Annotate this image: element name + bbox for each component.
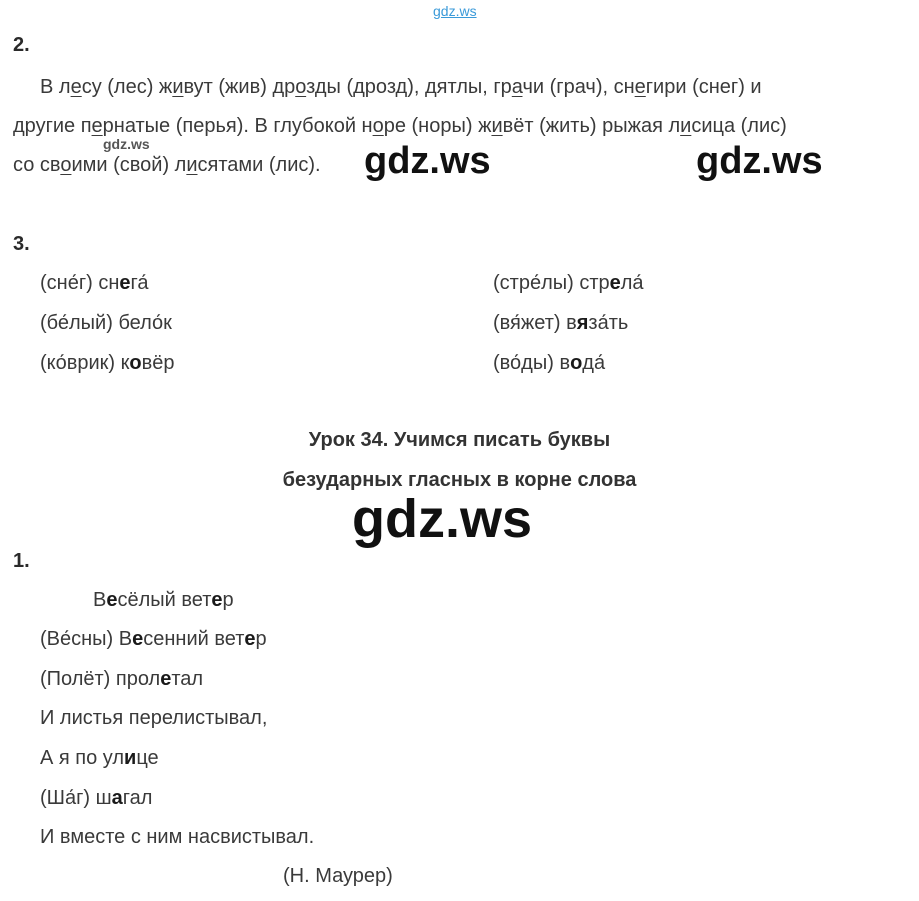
text-segment: сица (лис)	[691, 115, 787, 137]
task3-right-row-1: (стре́лы) стрела́	[493, 272, 644, 294]
poem-line-1: (Ве́сны) Весенний ветер	[40, 628, 267, 650]
poem-title: Весёлый ветер	[93, 589, 234, 611]
underlined-vowel: а	[511, 76, 523, 98]
underlined-vowel: о	[295, 76, 307, 98]
text-segment: В л	[40, 76, 71, 98]
text-segment: другие п	[13, 115, 92, 137]
poem-line-6: И вместе с ним насвистывал.	[40, 826, 315, 848]
text-segment: со св	[13, 154, 61, 176]
task3-right-row-3: (во́ды) вода́	[493, 352, 606, 374]
underlined-vowel: е	[91, 115, 103, 137]
watermark-top[interactable]: gdz.ws	[433, 3, 477, 19]
poem-line-5: (Ша́г) шагал	[40, 787, 153, 809]
task1-number: 1.	[13, 550, 30, 572]
underlined-vowel: е	[70, 76, 82, 98]
text-segment: гири (снег) и	[645, 76, 762, 98]
text-segment: вут (жив) др	[183, 76, 296, 98]
text-segment: ими (свой) л	[71, 154, 187, 176]
lesson-title-line-1: Урок 34. Учимся писать буквы	[308, 429, 611, 451]
underlined-vowel: и	[680, 115, 692, 137]
underlined-vowel: о	[372, 115, 384, 137]
underlined-vowel: о	[60, 154, 72, 176]
task3-left-row-2: (бе́лый) бело́к	[40, 312, 172, 334]
text-segment: чи (грач), сн	[522, 76, 635, 98]
task3-left-row-1: (сне́г) снега́	[40, 272, 149, 294]
poem-author: (Н. Маурер)	[283, 865, 393, 887]
text-segment: зды (дрозд), дятлы, гр	[306, 76, 512, 98]
text-segment: вёт (жить) рыжая л	[502, 115, 681, 137]
underlined-vowel: е	[634, 76, 646, 98]
watermark-mid-left: gdz.ws	[364, 140, 491, 182]
task3-left-row-3: (ко́врик) ковёр	[40, 352, 175, 374]
poem-line-3: И листья перелистывал,	[40, 707, 268, 729]
underlined-vowel: и	[491, 115, 503, 137]
text-segment: сятами (лис).	[197, 154, 321, 176]
text-segment: ре (норы) ж	[383, 115, 492, 137]
text-segment: рнатые (перья). В глубокой н	[102, 115, 373, 137]
task3-right-row-2: (вя́жет) вяза́ть	[493, 312, 629, 334]
task2-number: 2.	[13, 34, 30, 56]
underlined-vowel: и	[186, 154, 198, 176]
watermark-small: gdz.ws	[103, 136, 150, 152]
lesson-title-line-2: безударных гласных в корне слова	[282, 469, 637, 491]
text-segment: су (лес) ж	[81, 76, 173, 98]
poem-line-4: А я по улице	[40, 747, 159, 769]
watermark-center: gdz.ws	[352, 489, 533, 549]
task2-line-3	[13, 153, 321, 177]
task3-number: 3.	[13, 233, 30, 255]
poem-line-2: (Полёт) пролетал	[40, 668, 204, 690]
task2-line-1	[40, 75, 762, 99]
underlined-vowel: и	[172, 76, 184, 98]
task2-line-2	[13, 114, 787, 138]
watermark-mid-right: gdz.ws	[696, 140, 823, 182]
